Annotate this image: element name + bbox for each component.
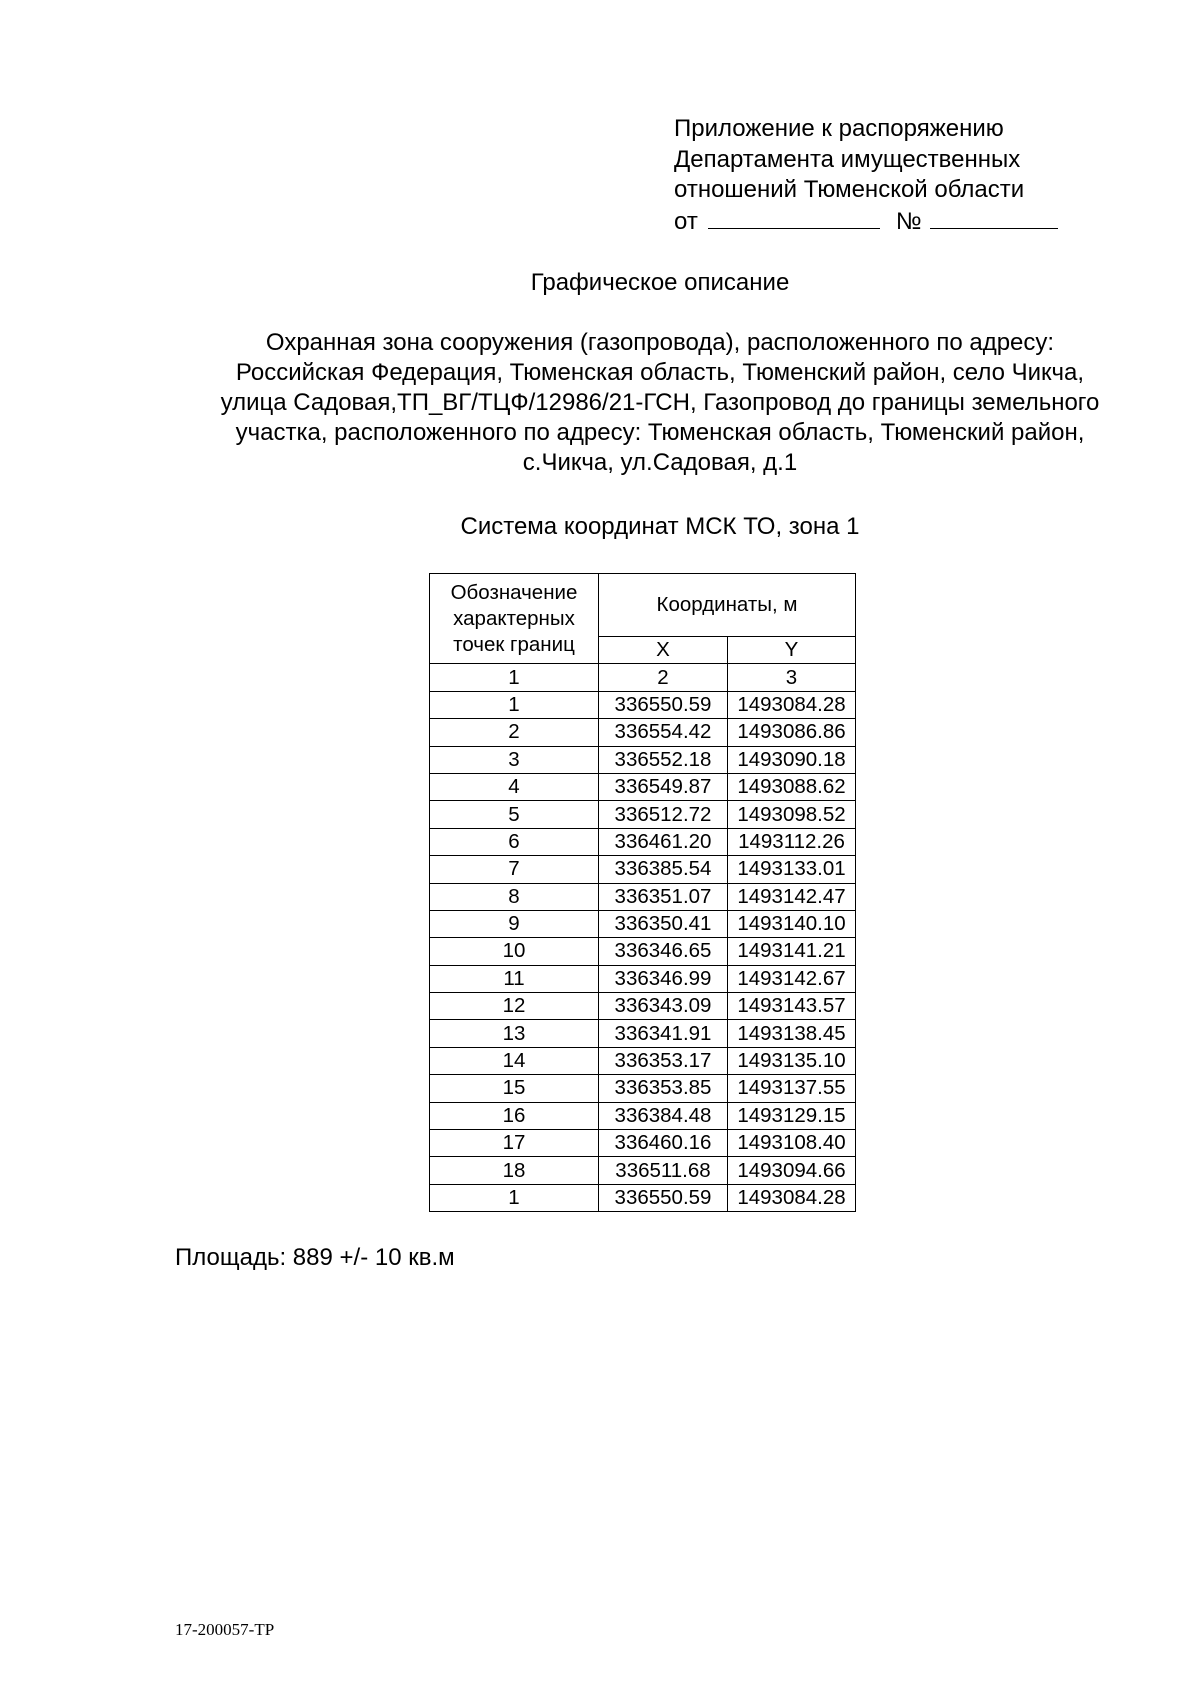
y-coordinate-cell: 1493138.45 <box>728 1020 856 1047</box>
annex-line-2: Департамента имущественных <box>674 145 1021 173</box>
y-coordinate-cell: 1493133.01 <box>728 856 856 883</box>
point-number-cell: 1 <box>430 1184 599 1211</box>
table-row <box>430 828 856 855</box>
x-coordinate-cell: 336351.07 <box>599 883 728 910</box>
column-number-2: 2 <box>599 664 728 691</box>
area-label: Площадь: 889 +/- 10 кв.м <box>175 1244 455 1271</box>
point-number-cell: 7 <box>430 856 599 883</box>
table-row <box>430 993 856 1020</box>
x-coordinate-cell: 336385.54 <box>599 856 728 883</box>
y-coordinate-cell: 1493090.18 <box>728 746 856 773</box>
header-x-cell: X <box>599 637 728 664</box>
point-number-cell: 13 <box>430 1020 599 1047</box>
x-coordinate-cell: 336552.18 <box>599 746 728 773</box>
point-number-cell: 14 <box>430 1047 599 1074</box>
x-coordinate-cell: 336550.59 <box>599 1184 728 1211</box>
table-row <box>430 719 856 746</box>
point-number-cell: 2 <box>430 719 599 746</box>
table-row <box>430 1184 856 1211</box>
x-coordinate-cell: 336554.42 <box>599 719 728 746</box>
column-number-3: 3 <box>728 664 856 691</box>
subject-line-4: участка, расположенного по адресу: Тюменская область, Тюменский район, <box>235 419 1085 446</box>
x-coordinate-cell: 336384.48 <box>599 1102 728 1129</box>
point-number-cell: 3 <box>430 746 599 773</box>
x-coordinate-cell: 336353.85 <box>599 1075 728 1102</box>
table-row <box>430 1130 856 1157</box>
y-coordinate-cell: 1493084.28 <box>728 1184 856 1211</box>
table-row <box>430 1020 856 1047</box>
x-coordinate-cell: 336550.59 <box>599 691 728 718</box>
document-title: Графическое описание <box>530 269 790 296</box>
table-row <box>430 746 856 773</box>
table-row <box>430 856 856 883</box>
x-coordinate-cell: 336461.20 <box>599 828 728 855</box>
x-coordinate-cell: 336346.99 <box>599 965 728 992</box>
header-points-line-1: Обозначение <box>450 580 578 604</box>
y-coordinate-cell: 1493141.21 <box>728 938 856 965</box>
annex-block <box>674 114 1058 236</box>
y-coordinate-cell: 1493098.52 <box>728 801 856 828</box>
y-coordinate-cell: 1493108.40 <box>728 1130 856 1157</box>
table-row <box>430 910 856 937</box>
subject-line-3: улица Садовая,ТП_ВГ/ТЦФ/12986/21-ГСН, Газопровод до границы земельного <box>220 389 1100 416</box>
table-column-numbers-row <box>430 664 856 691</box>
y-coordinate-cell: 1493137.55 <box>728 1075 856 1102</box>
point-number-cell: 4 <box>430 773 599 800</box>
annex-date-number-line <box>674 206 1058 237</box>
date-blank <box>708 206 880 229</box>
table-row <box>430 1075 856 1102</box>
point-number-cell: 6 <box>430 828 599 855</box>
point-number-cell: 18 <box>430 1157 599 1184</box>
y-coordinate-cell: 1493143.57 <box>728 993 856 1020</box>
point-number-cell: 8 <box>430 883 599 910</box>
x-coordinate-cell: 336511.68 <box>599 1157 728 1184</box>
table-row <box>430 938 856 965</box>
y-coordinate-cell: 1493094.66 <box>728 1157 856 1184</box>
table-row <box>430 883 856 910</box>
x-coordinate-cell: 336343.09 <box>599 993 728 1020</box>
y-coordinate-cell: 1493084.28 <box>728 691 856 718</box>
coordinates-table <box>429 573 856 1212</box>
y-coordinate-cell: 1493086.86 <box>728 719 856 746</box>
header-coordinates-cell: Координаты, м <box>599 574 856 637</box>
point-number-cell: 10 <box>430 938 599 965</box>
y-coordinate-cell: 1493129.15 <box>728 1102 856 1129</box>
point-number-cell: 1 <box>430 691 599 718</box>
y-coordinate-cell: 1493142.47 <box>728 883 856 910</box>
annex-line-3: отношений Тюменской области <box>674 176 1025 203</box>
point-number-cell: 9 <box>430 910 599 937</box>
x-coordinate-cell: 336341.91 <box>599 1020 728 1047</box>
point-number-cell: 17 <box>430 1130 599 1157</box>
point-number-cell: 5 <box>430 801 599 828</box>
table-header-row <box>430 574 856 637</box>
annex-line-1: Приложение к распоряжению <box>674 115 1004 142</box>
point-number-cell: 12 <box>430 993 599 1020</box>
subject-description <box>150 328 1170 478</box>
y-coordinate-cell: 1493112.26 <box>728 828 856 855</box>
header-points-line-2: характерных <box>453 606 575 630</box>
header-y-cell: Y <box>728 637 856 664</box>
point-number-cell: 11 <box>430 965 599 992</box>
y-coordinate-cell: 1493140.10 <box>728 910 856 937</box>
header-points-line-3: точек границ <box>453 632 575 656</box>
x-coordinate-cell: 336353.17 <box>599 1047 728 1074</box>
x-coordinate-cell: 336460.16 <box>599 1130 728 1157</box>
column-number-1: 1 <box>430 664 599 691</box>
table-row <box>430 1157 856 1184</box>
y-coordinate-cell: 1493135.10 <box>728 1047 856 1074</box>
table-row <box>430 1102 856 1129</box>
number-sign: № <box>895 207 922 235</box>
subject-line-5: с.Чикча, ул.Садовая, д.1 <box>522 449 798 476</box>
table-row <box>430 965 856 992</box>
point-number-cell: 15 <box>430 1075 599 1102</box>
table-row <box>430 801 856 828</box>
coordinate-system-label: Система координат МСК ТО, зона 1 <box>460 513 860 540</box>
header-points-cell <box>430 574 599 664</box>
x-coordinate-cell: 336346.65 <box>599 938 728 965</box>
document-code: 17-200057-TP <box>175 1620 275 1639</box>
x-coordinate-cell: 336350.41 <box>599 910 728 937</box>
date-prefix: от <box>674 207 698 235</box>
number-blank <box>930 206 1058 229</box>
y-coordinate-cell: 1493088.62 <box>728 773 856 800</box>
table-row <box>430 773 856 800</box>
table-row <box>430 691 856 718</box>
subject-line-2: Российская Федерация, Тюменская область, Тюменский район, село Чикча, <box>235 359 1085 386</box>
x-coordinate-cell: 336549.87 <box>599 773 728 800</box>
table-row <box>430 1047 856 1074</box>
y-coordinate-cell: 1493142.67 <box>728 965 856 992</box>
point-number-cell: 16 <box>430 1102 599 1129</box>
x-coordinate-cell: 336512.72 <box>599 801 728 828</box>
subject-line-1: Охранная зона сооружения (газопровода), расположенного по адресу: <box>265 329 1055 356</box>
